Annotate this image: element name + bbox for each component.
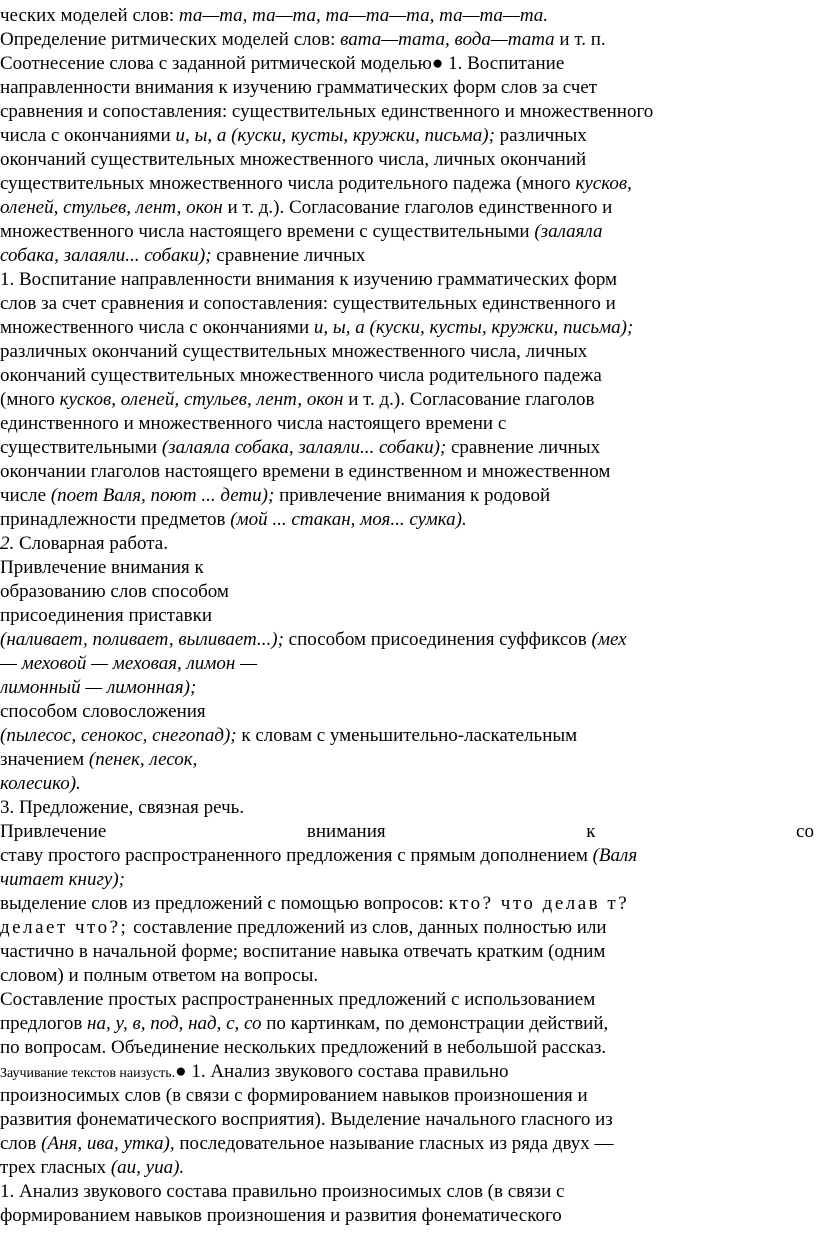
text-line <box>0 220 602 244</box>
italic-run: собака, залаяли... собаки); <box>0 245 212 266</box>
text-run: окончаний существительных множественного числа, личных окончаний <box>0 149 587 170</box>
text-run: (много <box>0 389 60 410</box>
text-line <box>0 436 600 460</box>
text-line <box>0 1204 562 1228</box>
text-line <box>0 652 257 676</box>
italic-run: и, ы, а (куски, кусты, кружки, письма); <box>313 317 634 338</box>
text-run: окончаний существительных множественного числа родительного падежа <box>0 365 602 386</box>
bullet-icon: ● <box>431 53 444 74</box>
text-run: Составление простых распространенных предложений с использованием <box>0 989 596 1010</box>
italic-run: (пенек, лесок, <box>88 749 198 770</box>
text-line <box>0 316 633 340</box>
text-run: различных <box>494 125 587 146</box>
italic-run: (залаяла <box>534 221 603 242</box>
text-run: частично в начальной форме; воспитание навыка отвечать кратким (одним <box>0 941 606 962</box>
italic-run: на, у, в, под, над, с, со <box>87 1013 262 1034</box>
text-line <box>0 748 197 772</box>
italic-run: — меховой — меховая, лимон — <box>0 653 258 674</box>
text-run: Словарная работа. <box>14 533 168 554</box>
text-line <box>0 1060 509 1086</box>
text-run: произносимых слов (в связи с формированием навыков произношения и <box>0 1085 588 1106</box>
text-run: сравнение личных <box>211 245 366 266</box>
italic-run: колесико). <box>0 773 81 794</box>
text-run: множественного числа с окончаниями <box>0 317 314 338</box>
italic-run: (мой ... стакан, моя... сумка). <box>230 509 467 530</box>
text-line <box>0 388 595 412</box>
text-line <box>0 820 814 844</box>
spaced-text-run: делает что?; <box>0 917 129 938</box>
small-text-run: Заучивание текстов наизусть. <box>0 1066 176 1081</box>
text-run: образованию слов способом <box>0 581 229 602</box>
text-run: значением <box>0 749 89 770</box>
text-run: принадлежности предметов <box>0 509 231 530</box>
text-run: 1. Воспитание <box>443 53 565 74</box>
text-line <box>0 532 168 556</box>
italic-run: читает книгу); <box>0 869 125 890</box>
text-line <box>0 244 365 268</box>
text-run: слов <box>0 1133 42 1154</box>
text-run: существительных множественного числа родительного падежа (много <box>0 173 576 194</box>
italic-run: (пылесос, сенокос, снегопад); <box>0 725 237 746</box>
text-run: Привлечение <box>0 821 107 842</box>
italic-run: (мех <box>591 629 627 650</box>
text-run: по вопросам. Объединение нескольких предложений в небольшой рассказ. <box>0 1037 607 1058</box>
text-line <box>0 172 632 196</box>
text-line <box>0 340 587 364</box>
text-line <box>0 1108 613 1132</box>
text-run: предлогов <box>0 1013 88 1034</box>
italic-run: кусков, оленей, стульев, лент, окон <box>59 389 344 410</box>
text-run: 1. Анализ звукового состава правильно <box>186 1061 509 1082</box>
text-run: Привлечение внимания к <box>0 557 204 578</box>
text-line <box>0 460 610 484</box>
text-line <box>0 844 637 868</box>
text-line <box>0 964 318 988</box>
text-run: 1. Анализ звукового состава правильно произносимых слов (в связи с <box>0 1181 565 1202</box>
text-run: направленности внимания к изучению грамматических форм слов за счет <box>0 77 598 98</box>
italic-run: (Валя <box>592 845 638 866</box>
italic-run: (наливает, поливает, выливает...); <box>0 629 284 650</box>
bullet-icon: ● <box>175 1061 187 1082</box>
text-run: и т. п. <box>554 29 606 50</box>
text-run: и т. д.). Согласование глаголов единственного и <box>222 197 613 218</box>
text-line <box>0 1180 564 1204</box>
italic-run: кусков, <box>575 173 632 194</box>
text-run: со <box>796 821 814 842</box>
italic-run: та—та, та—та, та—та—та, та—та—та. <box>178 5 549 26</box>
text-line <box>0 772 81 796</box>
text-line <box>0 292 616 316</box>
text-line <box>0 628 627 652</box>
text-line <box>0 556 204 580</box>
text-line <box>0 1156 184 1180</box>
text-run: ческих моделей слов: <box>0 5 179 26</box>
text-run: ставу простого распространенного предложения с прямым дополнением <box>0 845 593 866</box>
text-run: словом) и полным ответом на вопросы. <box>0 965 319 986</box>
text-run: внимания <box>306 821 386 842</box>
text-run: способом присоединения суффиксов <box>283 629 592 650</box>
text-run: к словам с уменьшительно-ласкательным <box>236 725 578 746</box>
text-run: различных окончаний существительных множественного числа, личных <box>0 341 588 362</box>
text-line <box>0 76 597 100</box>
text-run: и т. д.). Согласование глаголов <box>343 389 595 410</box>
spaced-text-run: кто? что делав т? <box>448 893 630 914</box>
text-line <box>0 724 577 748</box>
text-line <box>0 196 612 220</box>
text-run: к <box>586 821 596 842</box>
text-line <box>0 892 629 916</box>
text-run: развития фонематического восприятия). Выделение начального гласного из <box>0 1109 613 1130</box>
text-run: формированием навыков произношения и развития фонематического <box>0 1205 562 1226</box>
text-line <box>0 268 617 292</box>
text-run: выделение слов из предложений с помощью вопросов: <box>0 893 449 914</box>
text-line <box>0 1084 588 1108</box>
text-run: способом словосложения <box>0 701 206 722</box>
text-line <box>0 868 125 892</box>
text-run: по картинкам, по демонстрации действий, <box>261 1013 609 1034</box>
italic-run: лимонный — лимонная); <box>0 677 197 698</box>
text-run: присоединения приставки <box>0 605 213 626</box>
text-run: существительными <box>0 437 162 458</box>
text-run: составление предложений из слов, данных полностью или <box>128 917 607 938</box>
text-line <box>0 508 467 532</box>
text-line <box>0 28 606 52</box>
text-line <box>0 412 506 436</box>
text-line <box>0 100 653 124</box>
text-line <box>0 148 586 172</box>
text-run: 3. Предложение, связная речь. <box>0 797 245 818</box>
text-run: окончании глаголов настоящего времени в единственном и множественном <box>0 461 611 482</box>
text-line <box>0 1036 606 1060</box>
text-line <box>0 1132 614 1156</box>
text-line <box>0 916 607 940</box>
text-run: числа с окончаниями <box>0 125 176 146</box>
italic-run: (поет Валя, поют ... дети); <box>50 485 275 506</box>
text-run: трех гласных <box>0 1157 111 1178</box>
italic-run: вата—тата, вода—тата <box>340 29 555 50</box>
italic-run: (залаяла собака, залаяли... собаки); <box>161 437 447 458</box>
text-line <box>0 988 595 1012</box>
text-line <box>0 364 602 388</box>
text-line <box>0 604 212 628</box>
text-line <box>0 676 196 700</box>
italic-run: (Аня, ива, утка), <box>41 1133 175 1154</box>
text-line <box>0 52 564 76</box>
text-run: единственного и множественного числа настоящего времени с <box>0 413 507 434</box>
text-line <box>0 580 229 604</box>
italic-run: (аи, уиа). <box>110 1157 185 1178</box>
text-line <box>0 4 548 28</box>
text-run: привлечение внимания к родовой <box>274 485 551 506</box>
text-run: числе <box>0 485 51 506</box>
text-run: Соотнесение слова с заданной ритмической моделью <box>0 53 432 74</box>
italic-run: и, ы, а (куски, кусты, кружки, письма); <box>175 125 495 146</box>
text-run: Определение ритмических моделей слов: <box>0 29 341 50</box>
text-run: 1. Воспитание направленности внимания к изучению грамматических форм <box>0 269 618 290</box>
italic-run: оленей, стульев, лент, окон <box>0 197 223 218</box>
text-run: сравнения и сопоставления: существительных единственного и множественного <box>0 101 654 122</box>
text-line <box>0 484 550 508</box>
text-run: последовательное называние гласных из ряда двух — <box>174 1133 614 1154</box>
text-run: сравнение личных <box>446 437 601 458</box>
text-run: множественного числа настоящего времени с существительными <box>0 221 535 242</box>
text-line <box>0 124 587 148</box>
text-line <box>0 700 206 724</box>
italic-run: 2. <box>0 533 15 554</box>
text-line <box>0 1012 608 1036</box>
text-run: слов за счет сравнения и сопоставления: существительных единственного и <box>0 293 616 314</box>
text-line <box>0 940 605 964</box>
text-line <box>0 796 244 820</box>
